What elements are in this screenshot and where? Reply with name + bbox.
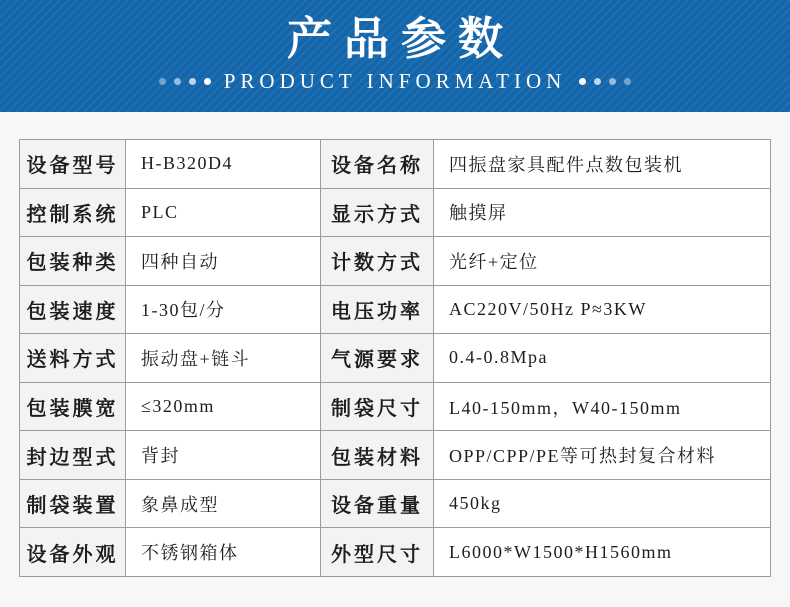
spec-value: 四振盘家具配件点数包装机 xyxy=(434,140,771,189)
spec-label: 显示方式 xyxy=(321,188,434,237)
spec-value: L6000*W1500*H1560mm xyxy=(434,528,771,577)
spec-label: 设备名称 xyxy=(321,140,434,189)
spec-label: 制袋尺寸 xyxy=(321,382,434,431)
spec-label: 外型尺寸 xyxy=(321,528,434,577)
spec-label: 送料方式 xyxy=(20,334,126,383)
spec-label: 制袋装置 xyxy=(20,479,126,528)
page-title: 产品参数 xyxy=(286,14,515,64)
spec-label: 设备外观 xyxy=(20,528,126,577)
table-row xyxy=(20,285,771,334)
spec-value: L40-150mm，W40-150mm xyxy=(434,382,771,431)
spec-label: 包装材料 xyxy=(321,431,434,480)
spec-label: 封边型式 xyxy=(20,431,126,480)
spec-value: 不锈钢箱体 xyxy=(126,528,321,577)
dot-decoration-right xyxy=(579,78,631,85)
table-row xyxy=(20,479,771,528)
section-header-banner xyxy=(0,0,790,112)
table-row xyxy=(20,334,771,383)
table-row xyxy=(20,237,771,286)
spec-label: 设备重量 xyxy=(321,479,434,528)
spec-label: 气源要求 xyxy=(321,334,434,383)
table-row xyxy=(20,382,771,431)
spec-label: 包装种类 xyxy=(20,237,126,286)
dot-icon xyxy=(594,78,601,85)
spec-value: 450kg xyxy=(434,479,771,528)
dot-icon xyxy=(609,78,616,85)
table-row xyxy=(20,140,771,189)
spec-value: 光纤+定位 xyxy=(434,237,771,286)
spec-label: 包装速度 xyxy=(20,285,126,334)
spec-value: 振动盘+链斗 xyxy=(126,334,321,383)
spec-label: 控制系统 xyxy=(20,188,126,237)
spec-value: 0.4-0.8Mpa xyxy=(434,334,771,383)
spec-label: 设备型号 xyxy=(20,140,126,189)
spec-value: 1-30包/分 xyxy=(126,285,321,334)
spec-value: ≤320mm xyxy=(126,382,321,431)
spec-label: 包装膜宽 xyxy=(20,382,126,431)
spec-value: AC220V/50Hz P≈3KW xyxy=(434,285,771,334)
table-row xyxy=(20,188,771,237)
spec-value: H-B320D4 xyxy=(126,140,321,189)
dot-icon xyxy=(189,78,196,85)
dot-icon xyxy=(579,78,586,85)
spec-value: 四种自动 xyxy=(126,237,321,286)
table-row xyxy=(20,528,771,577)
dot-icon xyxy=(174,78,181,85)
page-subtitle: PRODUCT INFORMATION xyxy=(223,69,567,94)
spec-table xyxy=(19,139,771,577)
page-subtitle-row xyxy=(0,69,790,94)
dot-icon xyxy=(624,78,631,85)
spec-value: 背封 xyxy=(126,431,321,480)
spec-label: 计数方式 xyxy=(321,237,434,286)
dot-icon xyxy=(204,78,211,85)
dot-icon xyxy=(159,78,166,85)
spec-value: OPP/CPP/PE等可热封复合材料 xyxy=(434,431,771,480)
spec-label: 电压功率 xyxy=(321,285,434,334)
spec-table-body xyxy=(20,140,771,577)
spec-value: 象鼻成型 xyxy=(126,479,321,528)
table-row xyxy=(20,431,771,480)
spec-value: PLC xyxy=(126,188,321,237)
dot-decoration-left xyxy=(159,78,211,85)
spec-value: 触摸屏 xyxy=(434,188,771,237)
